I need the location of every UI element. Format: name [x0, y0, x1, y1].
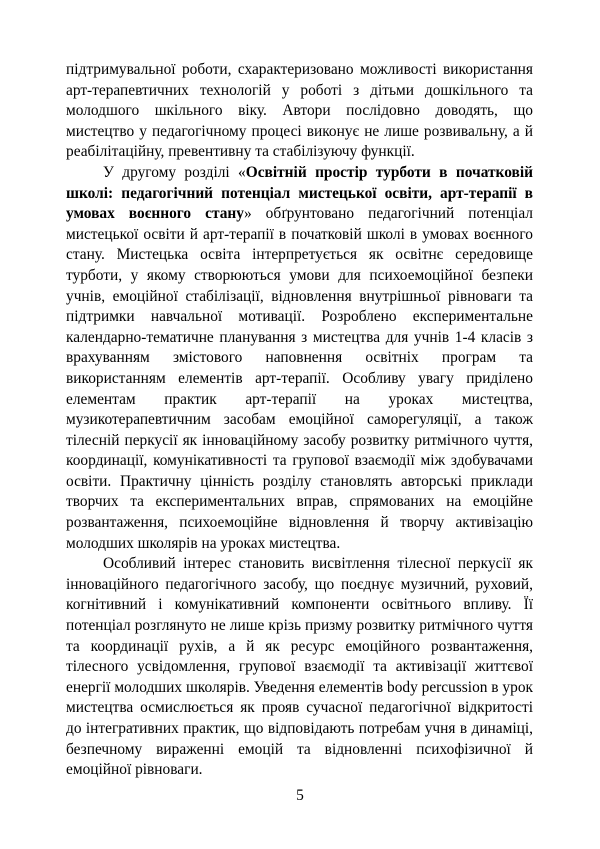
paragraph-2-lead: У другому розділі «	[103, 163, 246, 181]
paragraph-2	[66, 163, 533, 554]
paragraph-2-body: » обґрунтовано педагогічний потенціал мистецької освіти й арт-терапії в початковій школі в умовах воєнного стану. Мистецька освіта інтерпретується як освітнє середовище турботи, у якому створюються умови для психоемоційної безпеки учнів, емоційної стабілізації, відновлення внутрішньої рівноваги та підтримки навчальної мотивації. Розроблено експериментальне календарно-тематичне планування з мистецтва для учнів 1-4 класів з врахуванням змістового наповнення освітніх програм та використанням елементів арт-терапії. Особливу увагу приділено елементам практик арт-терапії на уроках мистецтва, музикотерапевтичним засобам емоційної саморегуляції, а також тілесній перкусії як інноваційному засобу розвитку ритмічного чуття, координації, комунікативності та групової взаємодії між здобувачами освіти. Практичну цінність розділу становлять авторські приклади творчих та експериментальних вправ, спрямованих на емоційне розвантаження, психоемоційне відновлення й творчу активізацію молодших школярів на уроках мистецтва.	[66, 205, 533, 552]
body-text	[66, 60, 533, 781]
paragraph-3: Особливий інтерес становить висвітлення тілесної перкусії як інноваційного педагогічного засобу, що поєднує музичний, руховий, когнітивний і комунікативний компоненти освітнього впливу. Її потенціал розглянуто не лише крізь призму розвитку ритмічного чуття та координації рухів, а й як ресурс емоційного розвантаження, тілесного усвідомлення, групової взаємодії та активізації життєвої енергії молодших школярів. Уведення елементів body percussion в урок мистецтва осмислюється як прояв сучасної педагогічної відкритості до інтегративних практик, що відповідають потребам учня в динаміці, безпечному вираженні емоцій та відновленні психофізичної й емоційної рівноваги.	[66, 555, 533, 779]
page-number: 5	[296, 787, 304, 804]
section-title: Освітній простір турботи в початковій школі: педагогічний потенціал мистецької освіти, арт-терапії в умовах воєнного стану	[66, 163, 533, 223]
paragraph-1: підтримувальної роботи, схарактеризовано можливості використання арт-терапевтичних технологій у роботі з дітьми дошкільного та молодшого шкільного віку. Автори послідовно доводять, що мистецтво у педагогічному процесі виконує не лише розвивальну, а й реабілітаційну, превентивну та стабілізуючу функції.	[66, 61, 533, 161]
